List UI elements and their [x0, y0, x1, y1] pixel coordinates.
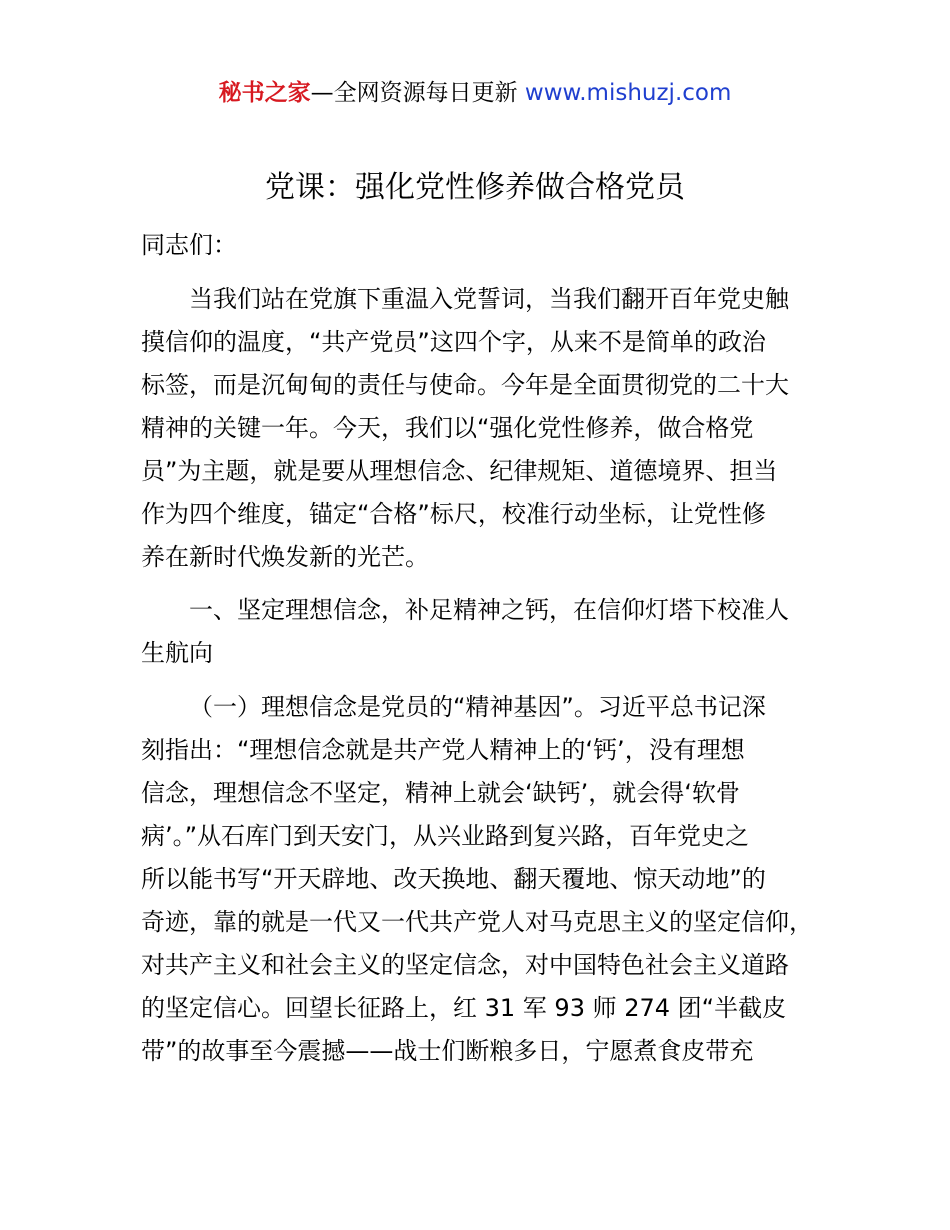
paragraph-line: 员”为主题，就是要从理想信念、纪律规矩、道德境界、担当 [141, 457, 778, 485]
heading-line: 生航向 [141, 639, 213, 667]
paragraph-line: 奇迹，靠的就是一代又一代共产党人对马克思主义的坚定信仰， [141, 908, 813, 936]
site-header [0, 76, 950, 110]
paragraph-section1-1 [141, 686, 821, 1073]
site-tagline: —全网资源每日更新 [310, 80, 525, 106]
paragraph-line: 病’。”从石库门到天安门，从兴业路到复兴路，百年党史之 [141, 822, 750, 850]
paragraph-line: 刻指出：“理想信念就是共产党人精神上的‘钙’，没有理想 [141, 736, 745, 764]
paragraph-line: 带”的故事至今震撼——战士们断粮多日，宁愿煮食皮带充 [141, 1037, 754, 1065]
paragraph-line: 信念，理想信念不坚定，精神上就会‘缺钙’，就会得‘软骨 [141, 779, 740, 807]
site-url-link[interactable]: www.mishuzj.com [524, 80, 732, 106]
site-brand: 秘书之家 [218, 80, 311, 106]
paragraph-line: 所以能书写“开天辟地、改天换地、翻天覆地、惊天动地”的 [141, 865, 766, 893]
heading-line: 一、坚定理想信念，补足精神之钙，在信仰灯塔下校准人 [189, 596, 789, 624]
paragraph-line: 精神的关键一年。今天，我们以“强化党性修养，做合格党 [141, 414, 754, 442]
section-heading-1 [141, 589, 821, 675]
paragraph-line: 对共产主义和社会主义的坚定信念，对中国特色社会主义道路 [141, 951, 789, 979]
paragraph-intro [141, 278, 821, 579]
paragraph-line: 养在新时代焕发新的光芒。 [141, 543, 429, 571]
paragraph-line: 标签，而是沉甸甸的责任与使命。今年是全面贯彻党的二十大 [141, 371, 789, 399]
paragraph-line: 摸信仰的温度，“共产党员”这四个字，从来不是简单的政治 [141, 328, 766, 356]
greeting: 同志们： [141, 231, 237, 259]
paragraph-line: （一）理想信念是党员的“精神基因”。习近平总书记深 [189, 693, 766, 721]
paragraph-line: 当我们站在党旗下重温入党誓词，当我们翻开百年党史触 [189, 285, 789, 313]
paragraph-line: 作为四个维度，锚定“合格”标尺，校准行动坐标，让党性修 [141, 500, 766, 528]
paragraph-line: 的坚定信心。回望长征路上，红 31 军 93 师 274 团“半截皮 [141, 994, 787, 1022]
document-title: 党课：强化党性修养做合格党员 [265, 170, 685, 205]
